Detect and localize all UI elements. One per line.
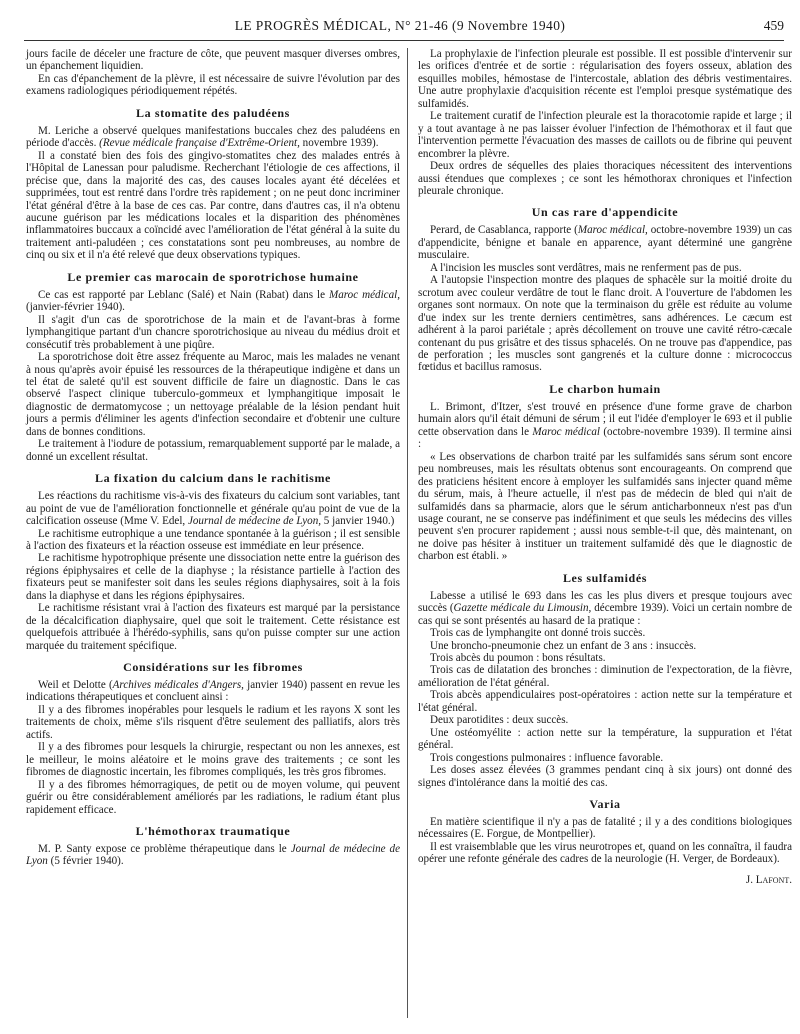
article-paragraph: Le traitement à l'iodure de potassium, remarquablement supporté par le malade, a donné un excellent résultat.	[26, 438, 400, 463]
article-paragraph: A l'autopsie l'inspection montre des plaques de sphacèle sur la moitié droite du scrotum avec couleur verdâtre de tout le flanc droit. A l'ouverture de l'abdomen les organes sont normaux. On note que la terminaison du grêle est réduite au volume d'ue index sur les trente derniers centimètres, sans adhérences. Le cæcum est adhérent à la paroi pariétale ; après décollement on trouve une cavité rétro-cæcale contenant du pus grisâtre et des tissus sphacelés. On ne trouve pas d'appendice, pas de perforation ; les muscles sont gangrenés et la culture donne : micrococcus fœtidus et bacillus ramosus.	[418, 274, 792, 374]
section-title-appendicite: Un cas rare d'appendicite	[531, 205, 679, 220]
section-title-charbon: Le charbon humain	[549, 381, 661, 396]
journal-reference: Journal de médecine de Lyon	[26, 843, 400, 868]
page-number: 459	[763, 18, 784, 33]
article-paragraph: Le rachitisme eutrophique a une tendance spontanée à la guérison ; il est sensible à l'action des fixateurs et la réaction osseuse est immédiate en leur présence.	[26, 527, 400, 552]
journal-reference: Gazette médicale du Limousin,	[453, 602, 592, 615]
journal-reference: (Revue médicale française d'Extrême-Orient,	[99, 137, 300, 150]
case-item: Une ostéomyélite : action nette sur la température, la suppuration et l'état général.	[418, 726, 792, 752]
article-paragraph: Il s'agit d'un cas de sporotrichose de la main et de l'avant-bras à forme lymphangitique partant d'un chancre sporotrichosique au niveau du médius droit et consécutif très probablement à une piqûre.	[26, 313, 400, 351]
article-paragraph: Weil et Delotte (Archives médicales d'Angers, janvier 1940) passent en revue les indications thérapeutiques et concluent ainsi :	[26, 679, 400, 704]
article-paragraph: La prophylaxie de l'infection pleurale est possible. Il est possible d'intervenir sur les orifices d'entrée et de sortie : régularisation des foyers osseux, ablation des esquilles mobiles, hémostase de l'intercostale, ablation des débris vestimentaires. Une autre prophylaxie d'acquisition récente est l'emploi presque systématique des sulfamidés.	[418, 48, 792, 110]
article-paragraph: M. P. Santy expose ce problème thérapeutique dans le Journal de médecine de Lyon (5 février 1940).	[26, 843, 400, 868]
case-item: Trois cas de lymphangite ont donné trois succès.	[430, 627, 646, 640]
quoted-conclusion: « Les observations de charbon traité par les sulfamidés sans sérum sont encore peu nombreuses, mais les résultats obtenus sont encourageants. On comprend que des praticiens hésitent encore à employer les sulfamidés sans injecter quand même du sérum, mais, à l'heure actuelle, il n'est pas de médecin de bled qui n'ait de sulfamidés dans sa pharmacie, alors que le sérum anticharbonneux n'est pas d'un usage courant, ne se conserve pas indéfiniment et que seuls les médecins des villes peuvent s'en procurer rapidement ; aussi nous semble-t-il que, dès maintenant, on ne doive pas hésiter à instituer un traitement sulfamidé dès que le diagnostic de charbon est établi. »	[418, 450, 792, 563]
article-paragraph: Le rachitisme résistant vrai à l'action des fixateurs est marqué par la persistance de la décalcification diaphysaire, quel que soit le traitement. Cette résistance est quelquefois attribuée à l'hérédo-syphilis, sans qu'on puisse compter sur une action marquée du traitement spécifique.	[26, 602, 400, 652]
journal-reference: Archives médicales d'Angers,	[112, 679, 244, 692]
article-paragraph: Deux ordres de séquelles des plaies thoraciques nécessitent des interventions aussi étendues que complexes ; ce sont les hémothorax chroniques et l'infection pleurale chronique.	[418, 160, 792, 197]
case-item: Deux parotidites : deux succès.	[430, 714, 569, 727]
article-paragraph: M. Leriche a observé quelques manifestations buccales chez des paludéens en période d'accès. (Revue médicale française d'Extrême-Orient, novembre 1939).	[26, 124, 400, 150]
case-item: Trois abcès du poumon : bons résultats.	[430, 652, 606, 665]
article-paragraph: En matière scientifique il n'y a pas de fatalité ; il y a des conditions biologiques nécessaires (E. Forgue, de Montpellier).	[418, 816, 792, 841]
article-paragraph: Labesse a utilisé le 693 dans les cas les plus divers et presque toujours avec succès (Gazette médicale du Limousin, décembre 1939). Voici un certain nombre de cas qui se sont présentés au hasard de la pratique :	[418, 589, 793, 627]
article-paragraph: Perard, de Casablanca, rapporte (Maroc médical, octobre-novembre 1939) un cas d'appendicite, bénigne et banale en apparence, ayant déterminé une gangrène musculaire.	[418, 224, 792, 262]
section-title-sulfamides: Les sulfamidés	[562, 570, 648, 585]
section-title-hemothorax: L'hémothorax traumatique	[135, 824, 291, 839]
journal-reference: Journal de médecine de Lyon,	[187, 515, 322, 528]
article-paragraph: En cas d'épanchement de la plèvre, il est nécessaire de suivre l'évolution par des examens radiologiques périodiquement répétés.	[26, 72, 400, 98]
article-continuation: jours facile de déceler une fracture de côte, que peuvent masquer diverses ombres, un épanchement liquidien.	[26, 48, 400, 73]
case-item: Trois abcès appendiculaires post-opératoires : action nette sur la température et l'état général.	[418, 689, 792, 714]
article-paragraph: Ce cas est rapporté par Leblanc (Salé) et Nain (Rabat) dans le Maroc médical, (janvier-février 1940).	[26, 288, 400, 314]
journal-reference: Maroc médical,	[328, 288, 400, 301]
article-paragraph: A l'incision les muscles sont verdâtres, mais ne renferment pas de pus.	[430, 261, 742, 274]
article-paragraph: La sporotrichose doit être assez fréquente au Maroc, mais les malades ne venant à nous qu'après avoir épuisé les ressources de la thérapeutique indigène et dans un tel état de saleté qu'il est souvent difficile de faire un diagnostic. Dans le cas observé l'aspect clinique tuberculo-gommeux et lymphangitique imposait le diagnostic de dermatomycose ; un nettoyage préalable de la lésion pendant huit jours a permis d'éliminer les agents d'infection secondaire et d'obtenir une culture dans de bonnes conditions.	[26, 351, 400, 438]
author-signature: J. Lafont.	[745, 873, 792, 886]
section-title-varia: Varia	[589, 797, 621, 812]
article-paragraph: Il y a des fibromes hémorragiques, de petit ou de moyen volume, qui peuvent guérir ou être considérablement améliorés par les radiations, le radium étant plus rapidement efficace.	[26, 778, 400, 816]
case-list	[418, 627, 792, 764]
article-paragraph: Le traitement curatif de l'infection pleurale est la thoracotomie rapide et large ; il y a tout avantage à ne pas laisser évoluer l'infection de l'hémothorax et il faut que l'intervention permette l'évacuation des masses de caillots ou de fibrine qui peuvent encombrer la plèvre.	[418, 110, 792, 160]
right-column	[418, 48, 792, 886]
article-paragraph: Il est vraisemblable que les virus neurotropes et, quand on les connaîtra, il faudra opérer une refonte générale des cadres de la neurologie (H. Verger, de Bordeaux).	[418, 840, 792, 866]
article-paragraph: Il a constaté bien des fois des gingivo-stomatites chez des malades entrés à l'Hôpital de Lanessan pour paludisme. Recherchant l'étiologie de ces affections, il précise que, dans la majorité des cas, des causes locales ayant été décelées et supprimées, tout est rentré dans l'ordre très rapidement ; on ne peut donc incriminer l'état général d'être à la base de ces cas. Par contre, dans d'autres cas, il n'a obtenu aucune guérison par les médications locales et la disparition des phénomènes inflammatoires buccaux a coïncidé avec l'amélioration de l'état général à la suite du traitement anti-paludéen ; ces constatations sont peu nombreuses, au nombre de cinq ou six et il n'a été relevé que deux observations typiques.	[26, 149, 400, 262]
section-title-rachitisme: La fixation du calcium dans le rachitisme	[95, 471, 331, 486]
left-column	[26, 48, 400, 868]
article-paragraph: Le rachitisme hypotrophique présente une dissociation nette entre la guérison des régions épiphysaires et celle de la diaphyse ; la résistance partielle à l'action des fixateurs peut se manifester soit dans les seules régions diaphysaires, soit à la fois dans la diaphyse et dans les régions épiphysaires.	[26, 552, 400, 602]
column-divider	[407, 48, 408, 1018]
header-rule	[24, 40, 784, 41]
article-paragraph: L. Brimont, d'Itzer, s'est trouvé en présence d'une forme grave de charbon humain alors qu'il était démuni de sérum ; il eut l'idée d'employer le 693 et il publie cette observation dans le Maroc médical (octobre-novembre 1939). Il termine ainsi :	[418, 400, 792, 451]
journal-reference: Maroc médical,	[577, 224, 648, 237]
journal-reference: Maroc médical	[532, 425, 601, 438]
article-paragraph: Les réactions du rachitisme vis-à-vis des fixateurs du calcium sont variables, tant au point de vue de l'amélioration fonctionnelle et générale qu'au point de vue de la calcification osseuse (Mme V. Edel, Journal de médecine de Lyon, 5 janvier 1940.)	[26, 490, 400, 528]
case-item: Une broncho-pneumonie chez un enfant de 3 ans : insuccès.	[430, 639, 697, 652]
section-title-sporotrichose: Le premier cas marocain de sporotrichose humaine	[67, 269, 359, 284]
article-paragraph: Les doses assez élevées (3 grammes pendant cinq à six jours) ont donné des signes d'intolérance dans la moitié des cas.	[418, 764, 792, 789]
case-item: Trois congestions pulmonaires : influence favorable.	[430, 751, 664, 764]
section-title-fibromes: Considérations sur les fibromes	[123, 660, 303, 675]
case-item: Trois cas de dilatation des bronches : diminution de l'expectoration, de la fièvre, amélioration de l'état général.	[418, 664, 792, 689]
page-header	[0, 16, 800, 36]
article-paragraph: Il y a des fibromes pour lesquels la chirurgie, respectant ou non les annexes, est le meilleur, le moins aléatoire et le moins grave des traitements ; ce sont les fibromes de diagnostic incertain, les fibromes compliqués, les très gros fibromes.	[26, 741, 400, 779]
article-paragraph: Il y a des fibromes inopérables pour lesquels le radium et les rayons X sont les traitements de choix, même s'ils risquent d'être seulement des palliatifs, alors très actifs.	[26, 703, 400, 741]
running-title: LE PROGRÈS MÉDICAL, N° 21-46 (9 Novembre 1940)	[234, 18, 566, 33]
section-title-stomatite: La stomatite des paludéens	[136, 105, 290, 120]
